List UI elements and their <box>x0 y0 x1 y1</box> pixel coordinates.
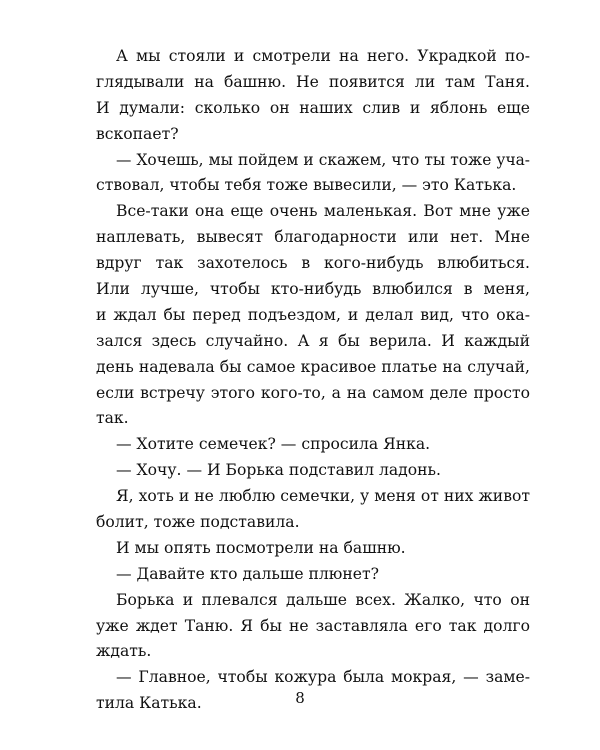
text-line: и ждал бы перед подъездом, и делал вид, что ока- <box>96 305 530 324</box>
text-line: наплевать, вывесят благодарности или нет. Мне <box>96 228 530 247</box>
text-line: — Хочешь, мы пойдем и скажем, что ты тоже уча- <box>116 150 530 169</box>
text-line: глядывали на башню. Не появится ли там Таня. <box>96 72 530 91</box>
text-line: Или лучше, чтобы кто-нибудь влюбился в меня, <box>96 280 530 299</box>
text-line: день надевала бы самое красивое платье на случай, <box>96 357 530 376</box>
text-line: — Главное, чтобы кожура была мокрая, — заме- <box>116 668 530 687</box>
text-line: — Хочу. — И Борька подставил ладонь. <box>116 461 441 480</box>
text-line: зался здесь случайно. А я бы верила. И каждый <box>96 331 530 350</box>
text-line: И думали: сколько он наших слив и яблонь еще <box>96 98 530 117</box>
text-line: если встречу этого кого-то, а на самом деле просто <box>96 383 530 402</box>
text-line: уже ждет Таню. Я бы не заставляла его так долго <box>96 616 530 635</box>
text-line: Я, хоть и не люблю семечки, у меня от них живот <box>116 487 530 506</box>
text-line: А мы стояли и смотрели на него. Украдкой по- <box>116 47 530 65</box>
page-text <box>96 44 530 717</box>
text-line: болит, тоже подставила. <box>96 513 300 532</box>
text-line: И мы опять посмотрели на башню. <box>116 538 406 557</box>
text-line: вдруг так захотелось в кого-нибудь влюбиться. <box>96 254 530 273</box>
text-line: вскопает? <box>96 124 179 143</box>
text-line: Все-таки она еще очень маленькая. Вот мне уже <box>116 202 530 221</box>
text-line: Борька и плевался дальше всех. Жалко, что он <box>116 590 530 609</box>
text-line: — Хотите семечек? — спросила Янка. <box>116 435 431 454</box>
text-line: тила Катька. <box>96 694 202 713</box>
text-line: — Давайте кто дальше плюнет? <box>116 564 379 583</box>
page-number: 8 <box>295 689 305 707</box>
text-line: ствовал, чтобы тебя тоже вывесили, — это Катька. <box>96 176 517 195</box>
text-line: ждать. <box>96 642 152 661</box>
text-line: так. <box>96 409 129 428</box>
